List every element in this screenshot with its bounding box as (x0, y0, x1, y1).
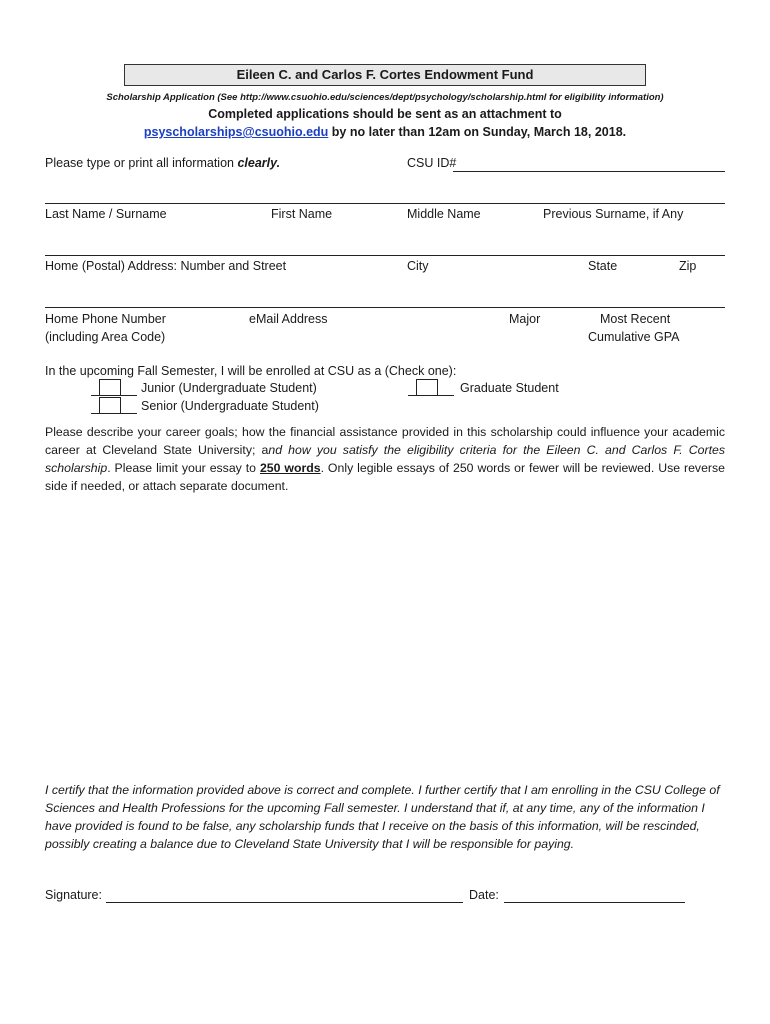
contact-field-line[interactable] (45, 307, 725, 308)
submission-instruction: Completed applications should be sent as an attachment to (208, 107, 562, 121)
csu-id-field[interactable] (453, 171, 725, 172)
form-subtitle: Scholarship Application (See http://www.csuohio.edu/sciences/dept/psychology/scholarship.html for eligibility information) (106, 92, 664, 103)
deadline-text: by no later than 12am on Sunday, March 18, 2018. (328, 125, 627, 139)
date-label: Date: (469, 888, 499, 902)
enrollment-prompt: In the upcoming Fall Semester, I will be enrolled at CSU as a (Check one): (45, 364, 457, 378)
email-label: eMail Address (249, 312, 328, 326)
intro-text: Please type or print all information clearly. (45, 156, 281, 170)
state-label: State (588, 259, 618, 273)
essay-instructions: Please describe your career goals; how the financial assistance provided in this scholarship could influence your academic career at Cleveland State University; and how you satisfy the eligibility criteria for the Eileen C. and Carlos F. Cortes scholarship. Please limit your essay to 250 words. Only legible essays of 250 words or fewer will be reviewed. Use reverse side if needed, or attach separate document. (45, 425, 726, 493)
intro-emphasis: clearly. (237, 156, 281, 170)
junior-option-label: Junior (Undergraduate Student) (141, 381, 317, 395)
gpa-label-line1: Most Recent (600, 312, 671, 326)
phone-label: Home Phone Number (45, 312, 166, 326)
junior-blank (91, 395, 137, 396)
first-name-label: First Name (271, 207, 333, 221)
city-label: City (407, 259, 429, 273)
word-limit: 250 words (259, 461, 321, 475)
senior-option-label: Senior (Undergraduate Student) (141, 399, 319, 413)
junior-checkbox[interactable] (99, 379, 121, 396)
gpa-label-line2: Cumulative GPA (588, 330, 680, 344)
form-title: Eileen C. and Carlos F. Cortes Endowment Fund (124, 64, 646, 86)
essay-area[interactable] (45, 500, 725, 770)
major-label: Major (509, 312, 541, 326)
senior-blank (91, 413, 137, 414)
graduate-option-label: Graduate Student (460, 381, 559, 395)
street-address-label: Home (Postal) Address: Number and Street (45, 259, 287, 273)
middle-name-label: Middle Name (407, 207, 481, 221)
phone-note: (including Area Code) (45, 330, 166, 344)
address-field-line[interactable] (45, 255, 725, 256)
previous-surname-label: Previous Surname, if Any (543, 207, 684, 221)
graduate-blank (408, 395, 454, 396)
last-name-label: Last Name / Surname (45, 207, 167, 221)
signature-field[interactable] (106, 902, 463, 903)
name-field-line[interactable] (45, 203, 725, 204)
submission-email-link[interactable]: psyscholarships@csuohio.edu (143, 125, 329, 139)
date-field[interactable] (504, 902, 685, 903)
certification-statement: I certify that the information provided above is correct and complete. I further certify that I am enrolling in the CSU College of Sciences and Health Professions for the upcoming Fall semester. I understand that if, at any time, any of the information I have provided is found to be false, any scholarship funds that I receive on the basis of this information, will be rescinded, possibly creating a balance due to Cleveland State University that I will be responsible for paying. (45, 783, 720, 851)
graduate-checkbox[interactable] (416, 379, 438, 396)
csu-id-label: CSU ID# (407, 156, 457, 170)
zip-label: Zip (679, 259, 697, 273)
submission-deadline (0, 125, 770, 139)
signature-label: Signature: (45, 888, 102, 902)
senior-checkbox[interactable] (99, 397, 121, 414)
